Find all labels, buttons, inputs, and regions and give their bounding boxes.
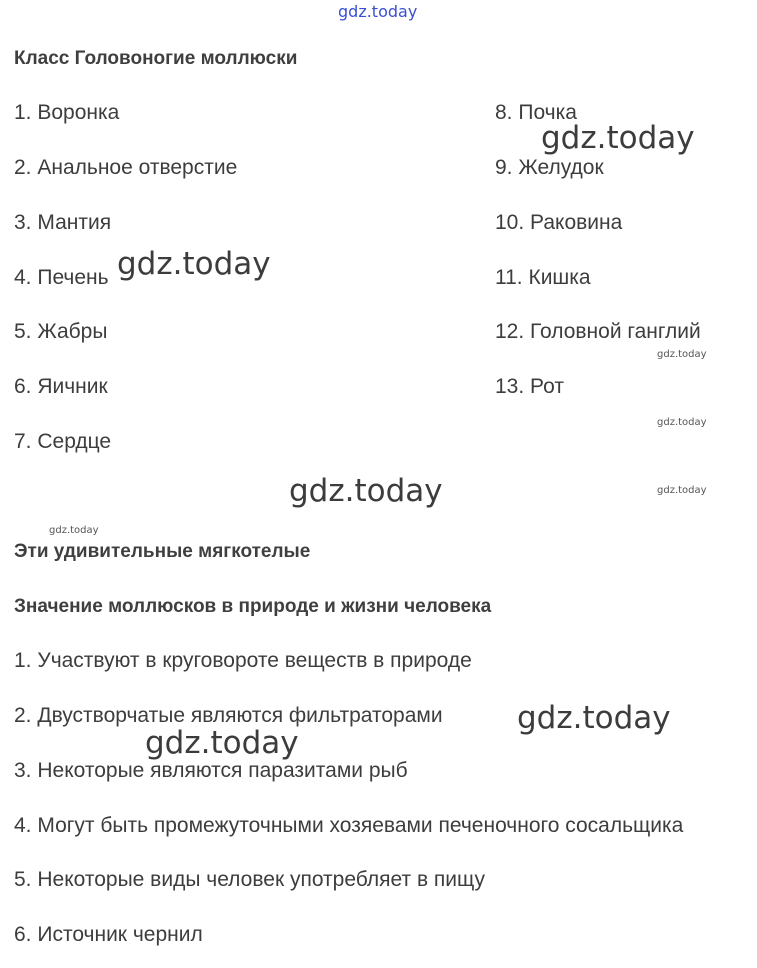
watermark: gdz.today xyxy=(657,349,707,360)
list-item: 11. Кишка xyxy=(495,266,591,289)
watermark: gdz.today xyxy=(117,246,271,282)
watermark: gdz.today xyxy=(338,2,418,21)
list-item: 1. Участвуют в круговороте веществ в природе xyxy=(14,649,472,672)
list-item: 13. Рот xyxy=(495,375,564,398)
watermark: gdz.today xyxy=(657,485,707,496)
list-item: 7. Сердце xyxy=(14,430,112,453)
list-item: 3. Некоторые являются паразитами рыб xyxy=(14,759,408,782)
watermark: gdz.today xyxy=(541,120,695,156)
list-item: 10. Раковина xyxy=(495,211,623,234)
list-item: 3. Мантия xyxy=(14,211,112,234)
list-item: 9. Желудок xyxy=(495,156,604,179)
list-item: 5. Некоторые виды человек употребляет в пищу xyxy=(14,868,486,891)
list-item: 6. Источник чернил xyxy=(14,923,203,946)
list-item: 2. Двустворчатые являются фильтраторами xyxy=(14,704,443,727)
list-item: 5. Жабры xyxy=(14,320,108,343)
list-item: 2. Анальное отверстие xyxy=(14,156,238,179)
list-item: 1. Воронка xyxy=(14,101,120,124)
list-item: 6. Яичник xyxy=(14,375,108,398)
section-title-cephalopods: Класс Головоногие моллюски xyxy=(14,48,298,69)
watermark: gdz.today xyxy=(49,525,99,536)
watermark: gdz.today xyxy=(517,700,671,736)
section-title-mollusks: Эти удивительные мягкотелые xyxy=(14,541,311,562)
watermark: gdz.today xyxy=(145,725,299,761)
section-subtitle-importance: Значение моллюсков в природе и жизни человека xyxy=(14,596,492,617)
watermark: gdz.today xyxy=(289,473,443,509)
list-item: 4. Могут быть промежуточными хозяевами печеночного сосальщика xyxy=(14,814,684,837)
list-item: 4. Печень xyxy=(14,266,109,289)
watermark: gdz.today xyxy=(657,417,707,428)
list-item: 8. Почка xyxy=(495,101,577,124)
list-item: 12. Головной ганглий xyxy=(495,320,701,343)
